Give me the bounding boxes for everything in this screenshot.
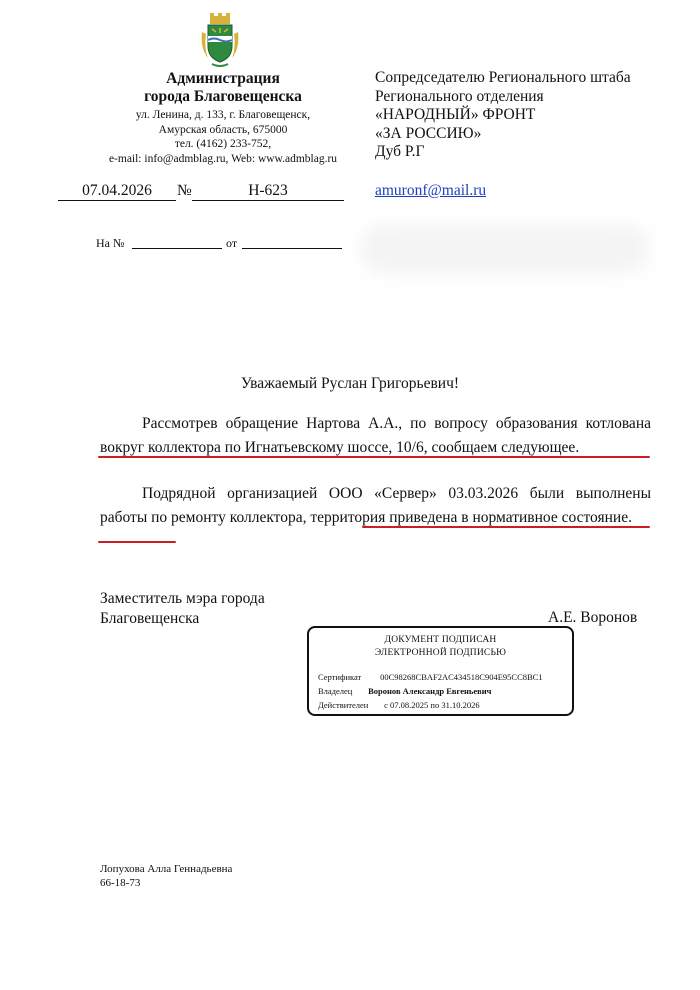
- stamp-certificate-row: [318, 672, 543, 682]
- sender-address-line2: Амурская область, 675000: [158, 123, 288, 136]
- recipient-line3: «НАРОДНЫЙ» ФРОНТ: [375, 106, 536, 123]
- sender-address-line1: ул. Ленина, д. 133, г. Благовещенск,: [135, 109, 311, 121]
- signature-position: [100, 589, 265, 629]
- recipient-line2: Регионального отделения: [375, 87, 544, 105]
- body-paragraph-1: [100, 412, 651, 459]
- body-paragraph-2-text: Подрядной организацией ООО «Сервер» 03.03.2026 были выполнены работы по ремонту коллектора, территория приведена в нормативное состояние.: [100, 485, 651, 526]
- executor-block: [100, 862, 232, 890]
- stamp-certificate-label: Сертификат: [318, 672, 362, 682]
- electronic-signature-stamp: [307, 626, 574, 716]
- highlight-underline-1: [98, 456, 650, 458]
- stamp-title-line1: ДОКУМЕНТ ПОДПИСАН: [384, 635, 497, 645]
- stamp-valid-label: Действителен: [318, 700, 369, 710]
- stamp-title-line2: ЭЛЕКТРОННОЙ ПОДПИСЬЮ: [374, 648, 507, 658]
- greeting: Уважаемый Руслан Григорьевич!: [240, 375, 460, 392]
- recipient-block: [375, 69, 675, 162]
- reference-date-blank: [242, 248, 342, 249]
- redacted-area: [360, 224, 650, 274]
- registration-date-value: 07.04.2026: [82, 182, 152, 199]
- reference-label: На №: [96, 236, 125, 250]
- executor-phone: 66-18-73: [100, 877, 141, 889]
- coat-of-arms-icon: [198, 12, 242, 68]
- registration-number: [192, 182, 344, 201]
- sender-org-line2: города Благовещенска: [144, 88, 302, 105]
- stamp-owner-row: [318, 686, 491, 696]
- executor-name: Лопухова Алла Геннадьевна: [100, 863, 233, 875]
- body-paragraph-1-text: Рассмотрев обращение Нартова А.А., по вопросу образования котлована вокруг коллектора по Игнатьевскому шоссе, 10/6, сообщаем следующее.: [100, 415, 651, 456]
- registration-number-sign: №: [177, 182, 192, 199]
- stamp-certificate-value: 00C98268CBAF2AC434518C904E95CC8BC1: [380, 672, 543, 682]
- sender-phone: тел. (4162) 233-752,: [174, 138, 272, 150]
- sender-block: [92, 70, 354, 166]
- recipient-line1: Сопредседателю Регионального штаба: [375, 69, 631, 86]
- sender-contacts: e-mail: info@admblag.ru, Web: www.admblag.ru: [108, 152, 338, 165]
- stamp-owner-value: Воронов Александр Евгеньевич: [368, 686, 492, 696]
- highlight-underline-2b: [98, 541, 176, 543]
- signature-name: А.Е. Воронов: [548, 609, 638, 626]
- signature-position-line1: Заместитель мэра города: [100, 590, 265, 607]
- signature-position-line2: Благовещенска: [100, 610, 200, 627]
- recipient-line4: «ЗА РОССИЮ»: [375, 124, 482, 142]
- body-paragraph-2: [100, 482, 651, 529]
- registration-number-value: Н-623: [248, 182, 288, 199]
- recipient-line5: Дуб Р.Г: [375, 143, 425, 160]
- stamp-valid-value: с 07.08.2025 по 31.10.2026: [384, 700, 480, 710]
- registration-date: [58, 182, 176, 201]
- reference-number-blank: [132, 248, 222, 249]
- highlight-underline-2a: [362, 526, 650, 528]
- sender-org-line1: Администрация: [166, 70, 280, 87]
- recipient-email-link[interactable]: amuronf@mail.ru: [375, 182, 487, 199]
- reference-from-label: от: [226, 236, 238, 250]
- stamp-valid-row: [318, 700, 480, 710]
- stamp-owner-label: Владелец: [318, 686, 353, 696]
